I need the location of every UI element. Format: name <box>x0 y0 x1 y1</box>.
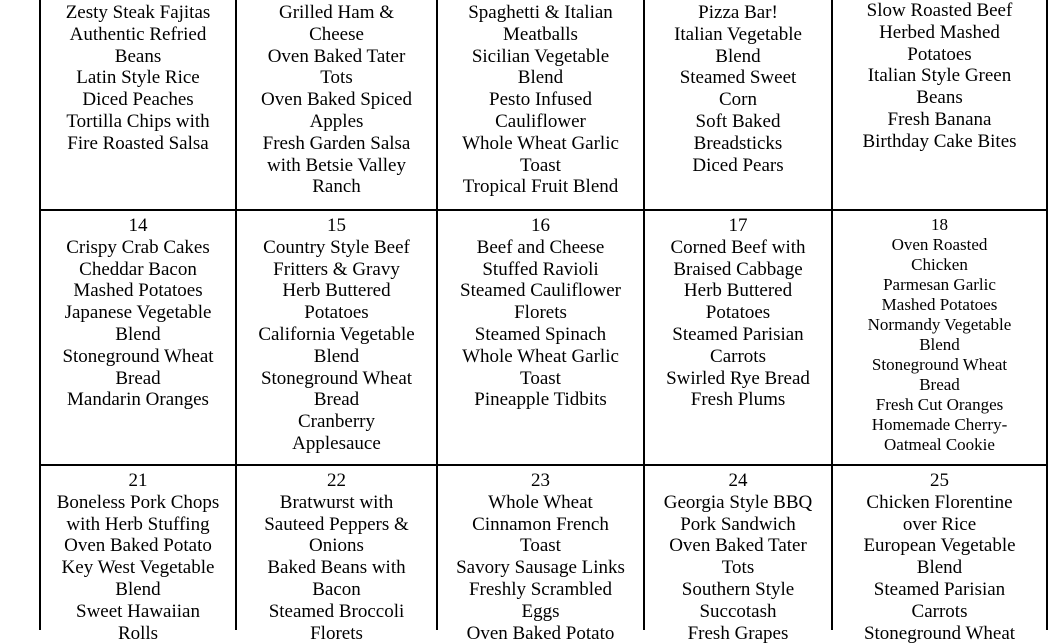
menu-item-line: Swirled Rye Bread <box>666 367 810 389</box>
menu-item-line: Pineapple Tidbits <box>474 389 607 411</box>
menu-item-line: Steamed Spinach <box>474 323 607 345</box>
menu-item-line: Fresh Cut Oranges <box>875 395 1004 414</box>
menu-item-line: Fritters & Gravy <box>273 258 400 280</box>
day-number: 17 <box>728 215 748 236</box>
menu-item-line: Florets <box>310 622 363 644</box>
calendar-day-cell <box>237 215 436 455</box>
menu-item-line: Eggs <box>521 600 560 622</box>
menu-item-line: Country Style Beef <box>263 236 410 258</box>
menu-item-line: Succotash <box>699 600 777 622</box>
menu-item-line: Toast <box>520 154 561 176</box>
menu-item-line: Stoneground Wheat <box>260 367 413 389</box>
menu-item-line: Blend <box>313 345 360 367</box>
menu-item-line: Steamed Parisian <box>873 578 1006 600</box>
calendar-day-cell <box>645 2 831 176</box>
menu-item-line: Slow Roasted Beef <box>866 0 1013 21</box>
menu-item-line: Normandy Vegetable <box>867 315 1012 334</box>
calendar-day-cell <box>41 2 235 155</box>
menu-item-line: Blend <box>916 557 963 579</box>
menu-item-line: Florets <box>514 302 567 324</box>
menu-item-line: Applesauce <box>292 432 381 454</box>
day-number: 14 <box>128 215 148 236</box>
menu-item-line: Cauliflower <box>495 110 586 132</box>
menu-item-line: Diced Pears <box>692 154 784 176</box>
menu-item-line: Steamed Sweet <box>679 67 797 89</box>
calendar-day-cell <box>645 215 831 411</box>
menu-item-line: Beans <box>114 45 162 67</box>
calendar-day-cell <box>237 470 436 644</box>
menu-item-line: Blend <box>115 578 161 600</box>
menu-item-line: Corn <box>719 89 757 111</box>
menu-item-line: Tortilla Chips with <box>66 110 210 132</box>
menu-item-line: Fresh Garden Salsa <box>262 132 411 154</box>
menu-item-line: European Vegetable <box>863 535 1016 557</box>
menu-item-line: Key West Vegetable <box>61 557 215 579</box>
menu-item-line: Savory Sausage Links <box>456 557 625 579</box>
menu-item-line: Rolls <box>117 622 159 644</box>
menu-item-line: Chicken Florentine <box>866 491 1013 513</box>
menu-item-line: Stoneground Wheat <box>62 345 214 367</box>
menu-item-line: Pizza Bar! <box>698 2 778 23</box>
day-number: 23 <box>531 470 550 491</box>
day-number: 21 <box>128 470 148 491</box>
menu-item-line: Parmesan Garlic <box>883 275 996 294</box>
menu-item-line: Freshly Scrambled <box>468 578 612 600</box>
day-number: 18 <box>931 215 948 234</box>
menu-item-line: Potatoes <box>705 302 771 324</box>
menu-item-line: Mashed Potatoes <box>881 295 998 314</box>
calendar-day-cell <box>438 215 643 411</box>
menu-item-line: Oven Baked Potato <box>466 622 615 644</box>
menu-item-line: Ranch <box>312 176 361 198</box>
menu-item-line: Whole Wheat <box>488 491 593 513</box>
grid-line <box>1046 0 1048 630</box>
menu-item-line: Blend <box>517 67 564 89</box>
menu-item-line: Onions <box>309 535 364 557</box>
day-number: 25 <box>930 470 949 491</box>
menu-item-line: Crispy Crab Cakes <box>66 236 210 258</box>
menu-item-line: Cheddar Bacon <box>79 258 197 280</box>
menu-item-line: Fresh Plums <box>690 389 786 411</box>
menu-item-line: Bread <box>919 375 960 394</box>
menu-item-line: Toast <box>520 535 561 557</box>
menu-item-line: Bratwurst with <box>279 491 394 513</box>
menu-item-line: Oven Baked Spiced <box>261 89 412 111</box>
menu-item-line: with Herb Stuffing <box>66 513 210 535</box>
menu-item-line: Grilled Ham & <box>278 2 395 23</box>
menu-item-line: Steamed Parisian <box>672 323 804 345</box>
calendar-day-cell <box>833 0 1046 153</box>
calendar-day-cell <box>237 2 436 198</box>
menu-item-line: Stoneground Wheat <box>871 355 1008 374</box>
menu-item-line: Beef and Cheese <box>476 236 605 258</box>
menu-item-line: Tots <box>721 557 755 579</box>
menu-item-line: Cinnamon French <box>472 513 609 535</box>
menu-item-line: Pork Sandwich <box>680 513 796 535</box>
menu-item-line: Herb Buttered <box>683 280 793 302</box>
menu-item-line: Blend <box>115 323 161 345</box>
menu-item-line: Fire Roasted Salsa <box>67 132 209 154</box>
menu-item-line: Baked Beans with <box>267 557 406 579</box>
menu-item-line: Bacon <box>312 578 361 600</box>
day-number: 22 <box>327 470 346 491</box>
menu-item-line: Potatoes <box>304 302 369 324</box>
menu-item-line: Oatmeal Cookie <box>884 435 995 454</box>
calendar-day-cell <box>41 215 235 411</box>
menu-item-line: Sauteed Peppers & <box>264 513 409 535</box>
menu-item-line: Pesto Infused <box>489 89 592 111</box>
menu-item-line: Georgia Style BBQ <box>663 491 813 513</box>
calendar-day-cell <box>438 470 643 644</box>
menu-item-line: Whole Wheat Garlic <box>462 345 619 367</box>
menu-item-line: Toast <box>520 367 561 389</box>
menu-item-line: Meatballs <box>503 23 578 45</box>
menu-item-line: Herb Buttered <box>282 280 391 302</box>
menu-item-line: Sicilian Vegetable <box>471 45 610 67</box>
menu-item-line: Bread <box>313 389 360 411</box>
menu-item-line: Oven Baked Tater <box>267 45 406 67</box>
menu-item-line: Japanese Vegetable <box>64 302 212 324</box>
menu-item-line: Blend <box>715 45 761 67</box>
menu-item-line: Steamed Cauliflower <box>460 280 621 302</box>
day-number: 24 <box>728 470 748 491</box>
menu-item-line: Latin Style Rice <box>76 67 200 89</box>
menu-item-line: Italian Vegetable <box>674 23 802 45</box>
menu-item-line: Tropical Fruit Blend <box>462 176 619 198</box>
menu-item-line: Whole Wheat Garlic <box>462 132 619 154</box>
menu-item-line: Blend <box>919 335 960 354</box>
calendar-day-cell <box>438 2 643 198</box>
calendar-day-cell <box>833 470 1046 644</box>
menu-item-line: Fresh Banana <box>887 108 992 130</box>
menu-item-line: Diced Peaches <box>82 89 194 111</box>
menu-item-line: Breadsticks <box>693 132 783 154</box>
menu-item-line: Oven Roasted <box>891 235 988 254</box>
menu-item-line: Homemade Cherry- <box>871 415 1008 434</box>
menu-item-line: Stuffed Ravioli <box>482 258 599 280</box>
menu-item-line: Fresh Grapes <box>687 622 789 644</box>
menu-item-line: with Betsie Valley <box>267 154 406 176</box>
menu-item-line: Apples <box>309 110 364 132</box>
menu-item-line: Cheese <box>309 23 364 45</box>
day-number: 16 <box>531 215 550 236</box>
menu-item-line: Steamed Broccoli <box>268 600 405 622</box>
menu-item-line: Braised Cabbage <box>673 258 803 280</box>
menu-item-line: Oven Baked Tater <box>669 535 807 557</box>
menu-item-line: Potatoes <box>907 43 972 65</box>
calendar-day-cell <box>645 470 831 644</box>
menu-item-line: Authentic Refried <box>69 23 207 45</box>
menu-item-line: Spaghetti & Italian <box>468 2 613 23</box>
menu-item-line: Birthday Cake Bites <box>862 130 1017 152</box>
menu-item-line: Herbed Mashed <box>879 21 1000 43</box>
menu-item-line: Italian Style Green <box>867 65 1012 87</box>
menu-item-line: California Vegetable <box>258 323 415 345</box>
menu-item-line: Mashed Potatoes <box>73 280 203 302</box>
grid-line <box>40 209 1048 211</box>
menu-item-line: Sweet Hawaiian <box>76 600 200 622</box>
menu-item-line: Southern Style <box>681 578 795 600</box>
menu-item-line: Tots <box>320 67 353 89</box>
menu-item-line: Boneless Pork Chops <box>56 491 220 513</box>
menu-item-line: Chicken <box>911 255 968 274</box>
menu-item-line: Oven Baked Potato <box>64 535 212 557</box>
calendar-day-cell <box>833 215 1046 455</box>
menu-item-line: Carrots <box>911 600 968 622</box>
menu-item-line: Zesty Steak Fajitas <box>65 2 211 23</box>
menu-item-line: Corned Beef with <box>670 236 806 258</box>
menu-item-line: Mandarin Oranges <box>67 389 209 411</box>
calendar-day-cell <box>41 470 235 644</box>
menu-item-line: over Rice <box>902 513 977 535</box>
grid-line <box>40 464 1048 466</box>
menu-item-line: Carrots <box>710 345 766 367</box>
menu-item-line: Bread <box>115 367 161 389</box>
menu-item-line: Stoneground Wheat <box>863 622 1016 644</box>
menu-item-line: Beans <box>916 87 963 109</box>
menu-item-line: Cranberry <box>297 411 376 433</box>
day-number: 15 <box>327 215 346 236</box>
menu-item-line: Soft Baked <box>695 110 781 132</box>
